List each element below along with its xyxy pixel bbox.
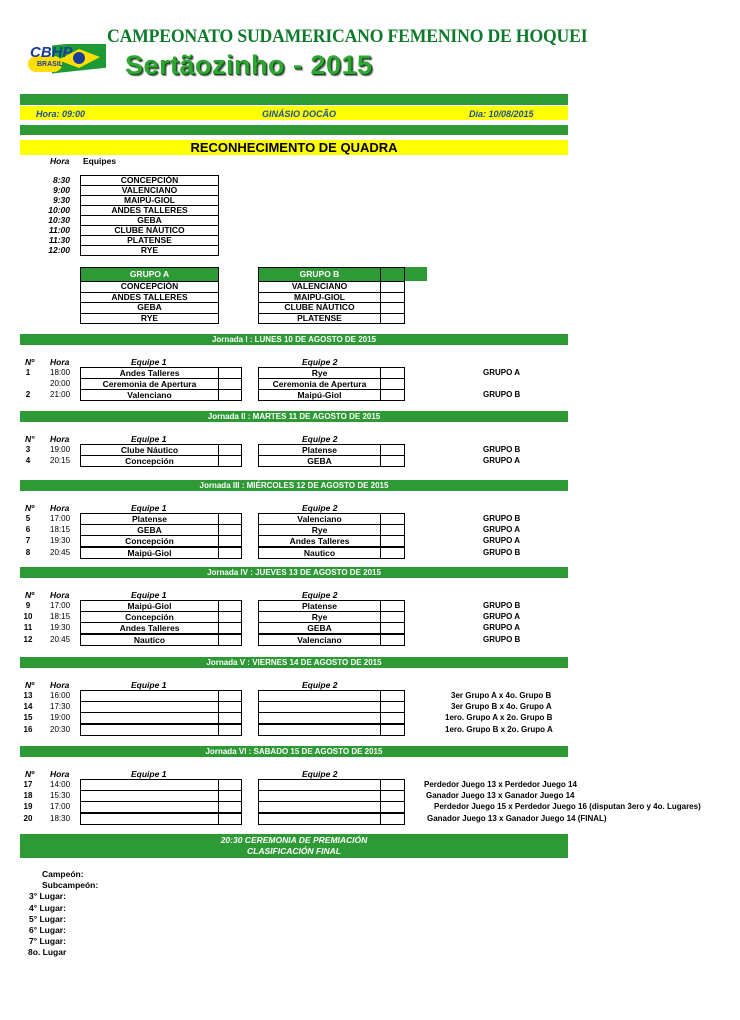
team-1-cell xyxy=(80,712,219,724)
match-time: 18:00 xyxy=(50,368,71,377)
team-1-cell xyxy=(80,813,219,825)
score-2-cell xyxy=(380,611,405,623)
match-number: 12 xyxy=(23,634,33,644)
final-place-label: Subcampeón: xyxy=(42,880,99,891)
match-group: GRUPO A xyxy=(483,456,521,466)
recon-col-equipes: Equipes xyxy=(83,156,117,166)
team-2-cell: Ceremonia de Apertura xyxy=(258,378,381,390)
match-group: GRUPO A xyxy=(483,623,521,633)
match-group: GRUPO B xyxy=(483,547,521,557)
recon-time: 11:00 xyxy=(48,225,70,235)
match-group: GRUPO B xyxy=(483,601,521,610)
col-equipe-1: Equipe 1 xyxy=(131,769,167,779)
col-numero: Nº xyxy=(25,590,35,600)
score-1-cell xyxy=(218,547,242,559)
col-equipe-1: Equipe 1 xyxy=(131,357,167,367)
score-2-cell xyxy=(380,389,405,401)
score-1-cell xyxy=(218,524,242,536)
match-group: GRUPO B xyxy=(483,445,521,454)
col-equipe-2: Equipe 2 xyxy=(302,680,338,690)
team-2-cell: Valenciano xyxy=(258,634,381,646)
match-group: Perdedor Juego 15 x Perdedor Juego 16 (disputan 3ero y 4o. Lugares) xyxy=(434,802,701,812)
col-numero: Nº xyxy=(25,680,35,690)
team-2-cell: GEBA xyxy=(258,622,381,634)
match-number: 6 xyxy=(25,525,31,535)
match-time: 17:00 xyxy=(50,802,71,812)
match-number: 10 xyxy=(23,612,33,622)
col-hora: Hora xyxy=(50,680,70,690)
closing-bar xyxy=(20,834,568,858)
city-year-title: Sertãozinho - 2015 xyxy=(125,50,373,80)
team-1-cell xyxy=(80,779,219,791)
team-1-cell: Clube Náutico xyxy=(80,444,219,456)
col-equipe-2: Equipe 2 xyxy=(302,503,338,513)
second-green-bar xyxy=(20,125,568,135)
team-1-cell: Platense xyxy=(80,513,219,525)
final-place-label: 4° Lugar: xyxy=(29,902,66,913)
info-hora: Hora: 09:00 xyxy=(36,109,86,119)
match-number: 13 xyxy=(23,691,33,700)
match-time: 18:15 xyxy=(50,612,71,622)
score-1-cell xyxy=(218,701,242,713)
team-1-cell xyxy=(80,724,219,736)
team-1-cell: Concepción xyxy=(80,611,219,623)
recon-time: 9:00 xyxy=(52,185,70,195)
score-1-cell xyxy=(218,622,242,634)
closing-classification: CLASIFICACIÓN FINAL xyxy=(247,846,341,856)
match-group: Ganador Juego 13 x Ganador Juego 14 (FINAL) xyxy=(427,813,607,823)
score-2-cell xyxy=(380,535,405,547)
recon-time: 10:00 xyxy=(48,205,70,215)
score-1-cell xyxy=(218,367,242,379)
team-2-cell xyxy=(258,690,381,702)
info-ginasio: GINÁSIO DOCÃO xyxy=(262,109,337,119)
team-2-cell xyxy=(258,712,381,724)
match-group: GRUPO A xyxy=(483,368,521,377)
score-2-cell xyxy=(380,622,405,634)
team-2-cell: Valenciano xyxy=(258,513,381,525)
team-1-cell: Andes Talleres xyxy=(80,367,219,379)
col-numero: Nº xyxy=(25,357,35,367)
recon-time: 11:30 xyxy=(48,235,70,245)
final-place-label: 5° Lugar: xyxy=(29,913,66,924)
recon-team: CLUBE NÁUTICO xyxy=(80,225,219,236)
group-a-team: GEBA xyxy=(80,302,219,314)
score-2-cell xyxy=(380,813,405,825)
score-2-cell xyxy=(380,367,405,379)
score-2-cell xyxy=(380,779,405,791)
col-equipe-2: Equipe 2 xyxy=(302,434,338,444)
score-1-cell xyxy=(218,712,242,724)
recon-time: 12:00 xyxy=(48,245,70,255)
final-place-label: Campeón: xyxy=(42,869,84,879)
score-1-cell xyxy=(218,724,242,736)
team-1-cell xyxy=(80,790,219,802)
score-2-cell xyxy=(380,513,405,525)
team-2-cell: Platense xyxy=(258,600,381,612)
col-hora: Hora xyxy=(50,590,70,600)
match-time: 14:00 xyxy=(50,780,71,789)
score-2-cell xyxy=(380,701,405,713)
match-group: Ganador Juego 13 x Ganador Juego 14 xyxy=(426,791,575,801)
match-time: 20:00 xyxy=(50,379,71,389)
score-1-cell xyxy=(218,690,242,702)
match-number: 3 xyxy=(25,445,31,454)
jornada-title: Jornada I : LUNES 10 DE AGOSTO DE 2015 xyxy=(20,334,568,345)
score-1-cell xyxy=(218,455,242,467)
match-time: 20:45 xyxy=(50,634,71,644)
recon-title: RECONHECIMENTO DE QUADRA xyxy=(20,140,568,155)
score-2-cell xyxy=(380,690,405,702)
team-2-cell: Rye xyxy=(258,524,381,536)
score-2-cell xyxy=(380,444,405,456)
recon-team: RYE xyxy=(80,245,219,256)
recon-time: 8:30 xyxy=(52,175,70,185)
match-number: 17 xyxy=(23,780,33,789)
match-number: 14 xyxy=(23,702,33,712)
team-2-cell: GEBA xyxy=(258,455,381,467)
match-time: 17:30 xyxy=(50,702,71,712)
top-green-bar xyxy=(20,94,568,105)
team-2-cell xyxy=(258,813,381,825)
col-numero: Nº xyxy=(25,769,35,779)
col-numero: Nº xyxy=(25,503,35,513)
team-2-cell xyxy=(258,790,381,802)
jornada-title: Jornada IV : JUEVES 13 DE AGOSTO DE 2015 xyxy=(20,567,568,578)
match-group: 1ero. Grupo B x 2o. Grupo A xyxy=(445,724,553,734)
match-number: 5 xyxy=(25,514,31,523)
score-2-cell xyxy=(380,634,405,646)
match-time: 15:30 xyxy=(50,791,71,801)
team-2-cell xyxy=(258,701,381,713)
match-number: 19 xyxy=(23,802,33,812)
team-1-cell: Valenciano xyxy=(80,389,219,401)
match-number: 20 xyxy=(23,813,33,823)
team-2-cell: Nautico xyxy=(258,547,381,559)
team-2-cell: Maipú-Giol xyxy=(258,389,381,401)
col-numero: N° xyxy=(25,434,35,444)
team-1-cell: Andes Talleres xyxy=(80,622,219,634)
logo-text: CBHP xyxy=(30,44,73,61)
score-1-cell xyxy=(218,611,242,623)
group-a-team: RYE xyxy=(80,313,219,325)
col-hora: Hora xyxy=(50,503,70,513)
score-2-cell xyxy=(380,378,405,390)
team-2-cell xyxy=(258,779,381,791)
group-b-team: PLATENSE xyxy=(258,313,381,325)
group-b-header: GRUPO B xyxy=(258,267,381,282)
final-place-label: 6° Lugar: xyxy=(29,925,66,935)
col-equipe-1: Equipe 1 xyxy=(131,503,167,513)
match-time: 16:00 xyxy=(50,691,71,700)
team-2-cell: Rye xyxy=(258,611,381,623)
match-number: 2 xyxy=(25,390,31,400)
jornada-title: Jornada III : MIÉRCOLES 12 DE AGOSTO DE 2015 xyxy=(20,480,568,491)
score-1-cell xyxy=(218,535,242,547)
match-group: 1ero. Grupo A x 2o. Grupo B xyxy=(445,713,553,723)
recon-time: 9:30 xyxy=(52,195,70,205)
match-time: 19:00 xyxy=(50,445,71,454)
group-b-score xyxy=(380,313,405,325)
match-time: 18:15 xyxy=(50,525,71,535)
group-b-header-extra xyxy=(380,267,405,282)
match-time: 19:30 xyxy=(50,536,71,546)
col-equipe-2: Equipe 2 xyxy=(302,357,338,367)
col-hora: Hora xyxy=(50,357,70,367)
logo-subtext: BRASIL xyxy=(37,61,64,68)
group-a-team: CONCEPCIÓN xyxy=(80,281,219,293)
match-group: GRUPO A xyxy=(483,525,521,535)
match-group: GRUPO A xyxy=(483,612,521,622)
final-place-label: 7° Lugar: xyxy=(29,936,66,947)
match-time: 18:30 xyxy=(50,813,71,823)
jornada-title: Jornada II : MARTES 11 DE AGOSTO DE 2015 xyxy=(20,411,568,422)
match-number: 7 xyxy=(25,536,31,546)
score-2-cell xyxy=(380,455,405,467)
score-1-cell xyxy=(218,513,242,525)
match-group: Perdedor Juego 13 x Perdedor Juego 14 xyxy=(424,780,577,789)
recon-time: 10:30 xyxy=(48,215,70,225)
col-equipe-2: Equipe 2 xyxy=(302,590,338,600)
group-a-team: ANDES TALLERES xyxy=(80,292,219,304)
match-group: GRUPO A xyxy=(483,536,521,546)
score-1-cell xyxy=(218,813,242,825)
col-equipe-1: Equipe 1 xyxy=(131,434,167,444)
score-2-cell xyxy=(380,547,405,559)
match-number: 15 xyxy=(23,713,33,723)
score-1-cell xyxy=(218,790,242,802)
col-equipe-1: Equipe 1 xyxy=(131,590,167,600)
championship-title: CAMPEONATO SUDAMERICANO FEMENINO DE HOQUEI xyxy=(107,26,588,47)
col-equipe-1: Equipe 1 xyxy=(131,680,167,690)
match-time: 20:45 xyxy=(50,547,71,557)
col-hora: Hora xyxy=(50,434,70,444)
recon-team: ANDES TALLERES xyxy=(80,205,219,216)
final-place-label: 3° Lugar: xyxy=(29,891,66,902)
match-number: 16 xyxy=(23,724,33,734)
match-group: 3er Grupo A x 4o. Grupo B xyxy=(451,691,552,700)
team-2-cell: Andes Talleres xyxy=(258,535,381,547)
match-group: GRUPO B xyxy=(483,634,521,644)
recon-col-hora: Hora xyxy=(50,156,70,166)
team-1-cell: Concepción xyxy=(80,535,219,547)
match-number: 8 xyxy=(25,547,31,557)
group-b-team: CLUBE NÁUTICO xyxy=(258,302,381,314)
col-equipe-2: Equipe 2 xyxy=(302,769,338,779)
team-1-cell: Ceremonia de Apertura xyxy=(80,378,219,390)
match-time: 17:00 xyxy=(50,514,71,523)
match-number: 18 xyxy=(23,791,33,801)
match-number: 11 xyxy=(23,623,33,633)
match-time: 20:15 xyxy=(50,456,71,466)
final-place-label: 8o. Lugar xyxy=(28,947,67,958)
team-2-cell xyxy=(258,724,381,736)
score-2-cell xyxy=(380,790,405,802)
team-2-cell: Rye xyxy=(258,367,381,379)
match-group: GRUPO B xyxy=(483,390,521,400)
match-time: 17:00 xyxy=(50,601,71,610)
team-1-cell: Maipú-Giol xyxy=(80,600,219,612)
match-group: 3er Grupo B x 4o. Grupo A xyxy=(451,702,552,712)
recon-team: MAIPÚ-GIOL xyxy=(80,195,219,206)
score-2-cell xyxy=(380,712,405,724)
team-1-cell: Nautico xyxy=(80,634,219,646)
score-1-cell xyxy=(218,634,242,646)
team-2-cell xyxy=(258,801,381,813)
match-group: GRUPO B xyxy=(483,514,521,523)
recon-team: CONCEPCIÓN xyxy=(80,175,219,186)
info-dia: Dia: 10/08/2015 xyxy=(469,109,534,119)
score-1-cell xyxy=(218,444,242,456)
recon-team: GEBA xyxy=(80,215,219,226)
match-time: 21:00 xyxy=(50,390,71,400)
score-2-cell xyxy=(380,600,405,612)
score-1-cell xyxy=(218,801,242,813)
group-b-team: VALENCIANO xyxy=(258,281,381,293)
team-1-cell: Concepción xyxy=(80,455,219,467)
team-2-cell: Platense xyxy=(258,444,381,456)
match-number: 4 xyxy=(25,456,31,466)
score-1-cell xyxy=(218,779,242,791)
score-2-cell xyxy=(380,801,405,813)
team-1-cell: GEBA xyxy=(80,524,219,536)
jornada-title: Jornada V : VIERNES 14 DE AGOSTO DE 2015 xyxy=(20,657,568,668)
jornada-title: Jornada VI : SABADO 15 DE AGOSTO DE 2015 xyxy=(20,746,568,757)
group-green-tab xyxy=(405,267,427,281)
score-2-cell xyxy=(380,724,405,736)
recon-team: PLATENSE xyxy=(80,235,219,246)
team-1-cell xyxy=(80,801,219,813)
team-1-cell xyxy=(80,690,219,702)
match-time: 19:30 xyxy=(50,623,71,633)
match-number: 1 xyxy=(25,368,31,377)
score-1-cell xyxy=(218,378,242,390)
recon-team: VALENCIANO xyxy=(80,185,219,196)
group-b-team: MAIPÚ-GIOL xyxy=(258,292,381,304)
match-time: 20:30 xyxy=(50,724,71,734)
group-a-header: GRUPO A xyxy=(80,267,219,282)
score-1-cell xyxy=(218,389,242,401)
score-1-cell xyxy=(218,600,242,612)
match-number: 9 xyxy=(25,601,31,610)
col-hora: Hora xyxy=(50,769,70,779)
closing-ceremony: 20:30 CEREMONIA DE PREMIACIÓN xyxy=(220,835,368,845)
team-1-cell: Maipú-Giol xyxy=(80,547,219,559)
cbhp-logo xyxy=(28,44,108,82)
team-1-cell xyxy=(80,701,219,713)
match-time: 19:00 xyxy=(50,713,71,723)
score-2-cell xyxy=(380,524,405,536)
